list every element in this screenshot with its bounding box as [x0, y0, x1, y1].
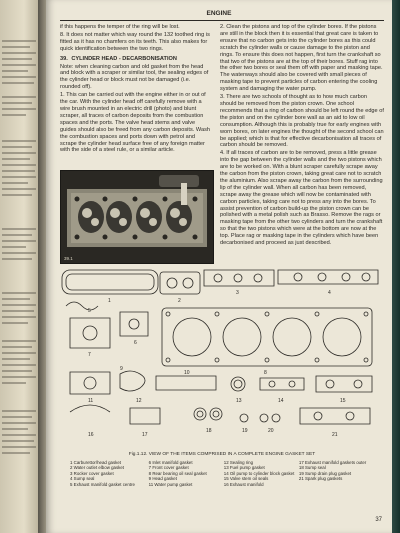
legend-item: 5 Exhaust manifold gasket centre — [70, 481, 135, 487]
water-pump-gasket — [70, 372, 110, 394]
gasket-set-drawing — [60, 262, 384, 450]
cylinder-head-photo — [60, 170, 214, 264]
seal-strip — [66, 302, 98, 310]
legend-item: 7 Front cover gasket — [148, 465, 189, 471]
part-label-20: 20 — [268, 428, 274, 434]
photo-label: 39.1 — [64, 256, 73, 261]
right-column — [220, 24, 384, 248]
legend-item: 3 Rocker cover gasket — [70, 470, 114, 476]
part-label-11: 11 — [88, 398, 94, 404]
legend-item: 9 Head gasket — [148, 476, 177, 482]
part-label-16: 16 — [88, 432, 94, 438]
part-label-18: 18 — [206, 428, 212, 434]
note-text: Note: when cleaning carbon and old gasket from the head and block with a scraper or similar tool, the sealing edges of the cylinder head or block must not be damaged (i.e. rounded off). — [60, 63, 209, 91]
section-number: 39. — [60, 55, 68, 62]
part-label-9: 9 — [120, 366, 123, 372]
book-cover-edge — [392, 0, 400, 533]
part-label-2: 2 — [178, 298, 181, 304]
legend-item: 17 Exhaust manifold gaskets outer — [298, 460, 367, 465]
figure-caption: Fig.1.12. VIEW OF THE ITEMS COMPRISED IN A COMPLETE ENGINE GASKET SET — [128, 452, 316, 457]
manual-page — [46, 0, 392, 533]
legend-item: 15 Valve stem oil seals — [223, 476, 269, 482]
legend-item: 12 Sealing ring — [223, 460, 254, 465]
part-label-21: 21 — [332, 432, 338, 438]
part-label-19: 19 — [242, 428, 248, 434]
legend-item: 16 Exhaust manifold — [223, 481, 264, 487]
part-label-14: 14 — [278, 398, 284, 404]
header-rule — [60, 20, 384, 21]
legend-item: 8 Rear bearing oil seal gasket — [148, 470, 207, 476]
part-label-3: 3 — [236, 290, 239, 296]
legend-item: 14 Oil pump to cylinder block gasket — [223, 470, 295, 476]
spark-plug-gasket — [260, 414, 268, 422]
gasket-set-figure — [60, 262, 384, 450]
legend-item: 13 Fuel pump gasket — [223, 465, 265, 471]
point-1: 1. This can be carried out with the engine either in or out of the car. With the cylinder head off carefully remove with a wire brush mounted in an electric drill (photo) and blunt scraper, all traces of carbon deposits from the combustion spaces and the ports. The valve head stems and valve guides should also be freed from any carbon deposits. Wash the combustion spaces and ports down with petrol and scrape the cylinder head surface free of any foreign matter with the side of a steel rule, or a similar article. — [60, 92, 210, 154]
legend-item: 4 Sump seal — [70, 476, 95, 482]
inlet-manifold-gasket — [278, 270, 378, 284]
part-label-6: 6 — [134, 340, 137, 346]
legend-item: 21 Spark plug gaskets — [298, 476, 343, 482]
section-title: CYLINDER HEAD - DECARBONISATION — [71, 55, 177, 62]
legend-item: 18 Sump seal — [298, 465, 326, 471]
legend-item: 6 Inlet manifold gasket — [148, 460, 193, 465]
part-label-10: 10 — [184, 370, 190, 376]
legend-item: 2 Water outlet elbow gasket — [70, 465, 125, 471]
intro-text: if this happens the temper of the ring will be lost. — [60, 24, 180, 30]
part-label-7: 7 — [88, 352, 91, 358]
figure-legend — [70, 460, 370, 487]
part-label-12: 12 — [136, 398, 142, 404]
fuel-pump-gasket — [120, 371, 145, 391]
legend-item: 1 Carburettor/head gasket — [70, 460, 122, 465]
cylinder-head-photo-image — [61, 171, 213, 263]
part-label-15: 15 — [340, 398, 346, 404]
sump-drain-plug-gasket — [240, 414, 248, 422]
point-2: 2. Clean the pistons and top of the cylinder bores. If the pistons are still in the block then it is essential that great care is taken to ensure that no carbon gets into the cylinder bores as this could scratch the cylinder walls or cause damage to the piston and rings. To ensure this does not happen, first turn the crankshaft so that two of the pistons are at the top of their bores. Stuff rag into the other two bores or seal them off with paper and masking tape. The waterways should also be covered with small pieces of masking tape to prevent particles of carbon entering the cooling system and damaging the water pump. — [220, 24, 383, 93]
part-label-17: 17 — [142, 432, 148, 438]
left-column — [60, 24, 210, 155]
part-label-5: 5 — [88, 308, 91, 314]
exhaust-manifold-gasket — [204, 270, 274, 286]
valve-stem-seal — [194, 408, 206, 420]
section-heading — [60, 56, 210, 63]
legend-item: 11 Water pump gasket — [148, 481, 193, 487]
part-label-1: 1 — [108, 298, 111, 304]
point-8: 8. It does not matter which way round the 132 toothed ring is fitted as it has no chamfers on its teeth. This also makes for quick identification between the two rings. — [60, 31, 210, 52]
part-label-4: 4 — [328, 290, 331, 296]
part-label-8: 8 — [264, 370, 267, 376]
sump-seal — [156, 376, 216, 390]
part-label-13: 13 — [236, 398, 242, 404]
rear-bearing-seal — [70, 405, 110, 412]
page-number: 37 — [375, 517, 382, 523]
previous-page-edge — [0, 0, 40, 533]
point-4: 4. If all traces of carbon are to be removed, press a little grease into the gap between the cylinder walls and the two pistons which are to be worked on. With a blunt scraper carefully scrape away the carbon from the piston crown, taking great care not to scratch the aluminium. Also scrape away the carbon from the surrounding lip of the cylinder wall. When all carbon has been removed, scrape away the grease which will now be contaminated with carbon particles, taking care not to press any into the bores. To assist prevention of carbon build-up the piston crown can be polished with a metal polish such as Brasso. Remove the rags or masking tape from the other two cylinders and turn the crankshaft so that the two pistons which were at the bottom are now at the top. Place rag or masking tape in the cylinders which have been decarbonised and proceed as just described. — [220, 150, 383, 247]
front-cover-gasket — [160, 272, 200, 294]
head-gasket — [162, 308, 372, 366]
legend-item: 19 Sump drain plug gasket — [298, 470, 352, 476]
running-header: ENGINE — [206, 10, 232, 17]
point-3: 3. There are two schools of thought as to how much carbon should be removed from the piston crown. One school recommends that a ring of carbon should be left round the edge of the piston and on the cylinder bore wall as an aid to low oil consumption. Although this is probably true for early engines with worn bores, on later engines the thought of the second school can be applied; which is that for effective decarbonisation all traces of carbon should be removed. — [220, 94, 384, 149]
sealing-ring — [231, 377, 245, 391]
